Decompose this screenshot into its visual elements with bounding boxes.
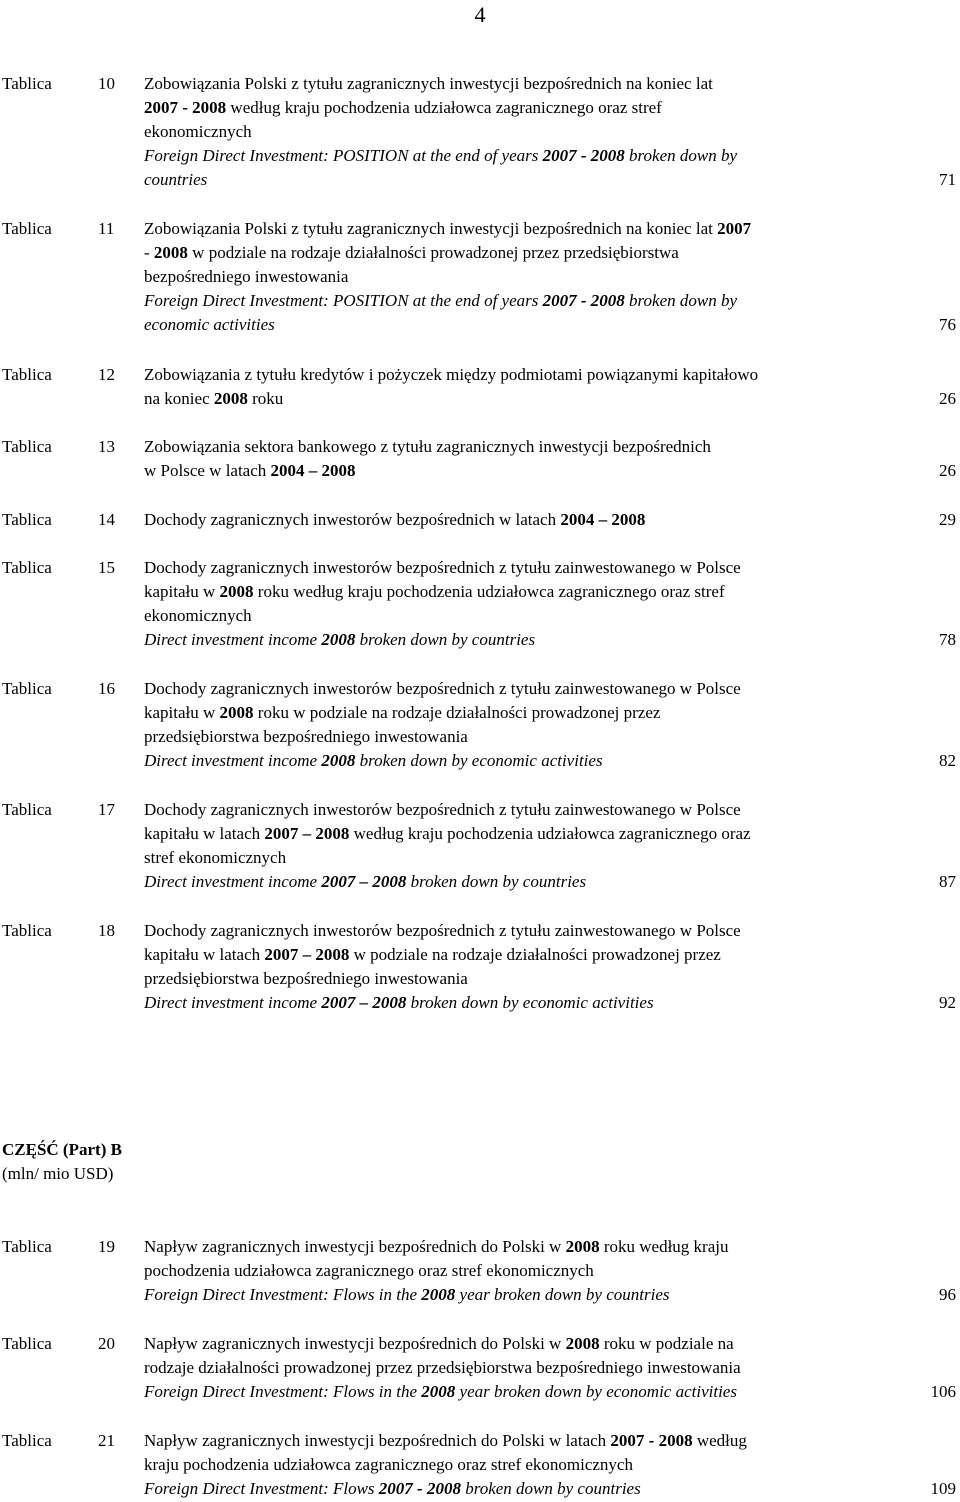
title-line: Zobowiązania Polski z tytułu zagranicznych inwestycji bezpośrednich na koniec lat 2007: [144, 219, 752, 238]
title-line: w Polsce w latach 2004 – 2008: [144, 461, 356, 480]
page-reference: 109: [930, 1479, 956, 1498]
title-line: 2007 - 2008 według kraju pochodzenia udziałowca zagranicznego oraz stref: [144, 98, 662, 117]
section-unit: (mln/ mio USD): [2, 1164, 114, 1183]
page-reference: 92: [939, 993, 956, 1012]
english-title-line: economic activities: [144, 315, 275, 334]
table-title: [144, 1235, 934, 1307]
title-line: ekonomicznych: [144, 606, 252, 625]
table-title: [144, 217, 934, 337]
english-title-line: Foreign Direct Investment: POSITION at the end of years 2007 - 2008 broken down by: [144, 146, 738, 165]
title-line: Zobowiązania Polski z tytułu zagranicznych inwestycji bezpośrednich na koniec lat: [144, 74, 713, 93]
table-label: Tablica: [2, 365, 52, 384]
english-title-line: Foreign Direct Investment: POSITION at the end of years 2007 - 2008 broken down by: [144, 291, 738, 310]
table-number: 19: [98, 1237, 115, 1256]
table-title: [144, 72, 934, 192]
title-line: Zobowiązania sektora bankowego z tytułu zagranicznych inwestycji bezpośrednich: [144, 437, 711, 456]
table-title: [144, 508, 934, 532]
table-title: [144, 677, 934, 773]
table-number: 10: [98, 74, 115, 93]
title-line: Dochody zagranicznych inwestorów bezpośrednich z tytułu zainwestowanego w Polsce: [144, 800, 741, 819]
table-title: [144, 1429, 934, 1501]
english-title-line: Foreign Direct Investment: Flows in the 2008 year broken down by economic activities: [144, 1382, 737, 1401]
table-label: Tablica: [2, 219, 52, 238]
table-label: Tablica: [2, 1237, 52, 1256]
table-label: Tablica: [2, 800, 52, 819]
english-title-line: Foreign Direct Investment: Flows 2007 - 2008 broken down by countries: [144, 1479, 641, 1498]
table-number: 11: [98, 219, 115, 238]
table-number: 17: [98, 800, 115, 819]
table-title: [144, 435, 934, 483]
table-label: Tablica: [2, 1334, 52, 1353]
table-label: Tablica: [2, 437, 52, 456]
title-line: kapitału w latach 2007 – 2008 w podziale na rodzaje działalności prowadzonej przez: [144, 945, 721, 964]
table-number: 15: [98, 558, 115, 577]
title-line: Dochody zagranicznych inwestorów bezpośrednich z tytułu zainwestowanego w Polsce: [144, 921, 741, 940]
section-heading: CZĘŚĆ (Part) B: [2, 1140, 122, 1159]
table-number: 12: [98, 365, 115, 384]
english-title-line: Foreign Direct Investment: Flows in the 2008 year broken down by countries: [144, 1285, 670, 1304]
page-reference: 82: [939, 751, 956, 770]
title-line: rodzaje działalności prowadzonej przez przedsiębiorstwa bezpośredniego inwestowania: [144, 1358, 741, 1377]
title-line: Dochody zagranicznych inwestorów bezpośrednich z tytułu zainwestowanego w Polsce: [144, 558, 741, 577]
title-line: Napływ zagranicznych inwestycji bezpośrednich do Polski w latach 2007 - 2008 według: [144, 1431, 747, 1450]
title-line: ekonomicznych: [144, 122, 252, 141]
title-line: kapitału w 2008 roku według kraju pochodzenia udziałowca zagranicznego oraz stref: [144, 582, 725, 601]
title-line: Dochody zagranicznych inwestorów bezpośrednich w latach 2004 – 2008: [144, 510, 646, 529]
title-line: Dochody zagranicznych inwestorów bezpośrednich z tytułu zainwestowanego w Polsce: [144, 679, 741, 698]
title-line: kapitału w 2008 roku w podziale na rodzaje działalności prowadzonej przez: [144, 703, 661, 722]
page-reference: 106: [930, 1382, 956, 1401]
english-title-line: Direct investment income 2008 broken down by economic activities: [144, 751, 603, 770]
table-title: [144, 1332, 934, 1404]
page-reference: 29: [939, 510, 956, 529]
english-title-line: Direct investment income 2008 broken down by countries: [144, 630, 536, 649]
title-line: - 2008 w podziale na rodzaje działalności prowadzonej przez przedsiębiorstwa: [144, 243, 679, 262]
title-line: Napływ zagranicznych inwestycji bezpośrednich do Polski w 2008 roku według kraju: [144, 1237, 729, 1256]
table-number: 16: [98, 679, 115, 698]
table-title: [144, 363, 934, 411]
table-label: Tablica: [2, 679, 52, 698]
section-b-header: [2, 1138, 122, 1186]
title-line: kapitału w latach 2007 – 2008 według kraju pochodzenia udziałowca zagranicznego oraz: [144, 824, 751, 843]
title-line: na koniec 2008 roku: [144, 389, 284, 408]
table-number: 18: [98, 921, 115, 940]
table-number: 20: [98, 1334, 115, 1353]
title-line: przedsiębiorstwa bezpośredniego inwestowania: [144, 727, 468, 746]
table-title: [144, 919, 934, 1015]
table-label: Tablica: [2, 74, 52, 93]
page-reference: 96: [939, 1285, 956, 1304]
table-number: 21: [98, 1431, 115, 1450]
table-label: Tablica: [2, 1431, 52, 1450]
title-line: kraju pochodzenia udziałowca zagranicznego oraz stref ekonomicznych: [144, 1455, 633, 1474]
english-title-line: countries: [144, 170, 208, 189]
title-line: stref ekonomicznych: [144, 848, 287, 867]
page-reference: 87: [939, 872, 956, 891]
title-line: Zobowiązania z tytułu kredytów i pożyczek między podmiotami powiązanymi kapitałowo: [144, 365, 759, 384]
table-title: [144, 556, 934, 652]
page-reference: 26: [939, 389, 956, 408]
table-title: [144, 798, 934, 894]
page-reference: 78: [939, 630, 956, 649]
page-reference: 76: [939, 315, 956, 334]
title-line: Napływ zagranicznych inwestycji bezpośrednich do Polski w 2008 roku w podziale na: [144, 1334, 734, 1353]
english-title-line: Direct investment income 2007 – 2008 broken down by economic activities: [144, 993, 654, 1012]
table-number: 13: [98, 437, 115, 456]
table-number: 14: [98, 510, 115, 529]
page-reference: 71: [939, 170, 956, 189]
page-reference: 26: [939, 461, 956, 480]
table-label: Tablica: [2, 510, 52, 529]
english-title-line: Direct investment income 2007 – 2008 broken down by countries: [144, 872, 587, 891]
title-line: pochodzenia udziałowca zagranicznego oraz stref ekonomicznych: [144, 1261, 594, 1280]
title-line: bezpośredniego inwestowania: [144, 267, 349, 286]
table-label: Tablica: [2, 921, 52, 940]
table-label: Tablica: [2, 558, 52, 577]
title-line: przedsiębiorstwa bezpośredniego inwestowania: [144, 969, 468, 988]
page-number: 4: [474, 2, 486, 27]
